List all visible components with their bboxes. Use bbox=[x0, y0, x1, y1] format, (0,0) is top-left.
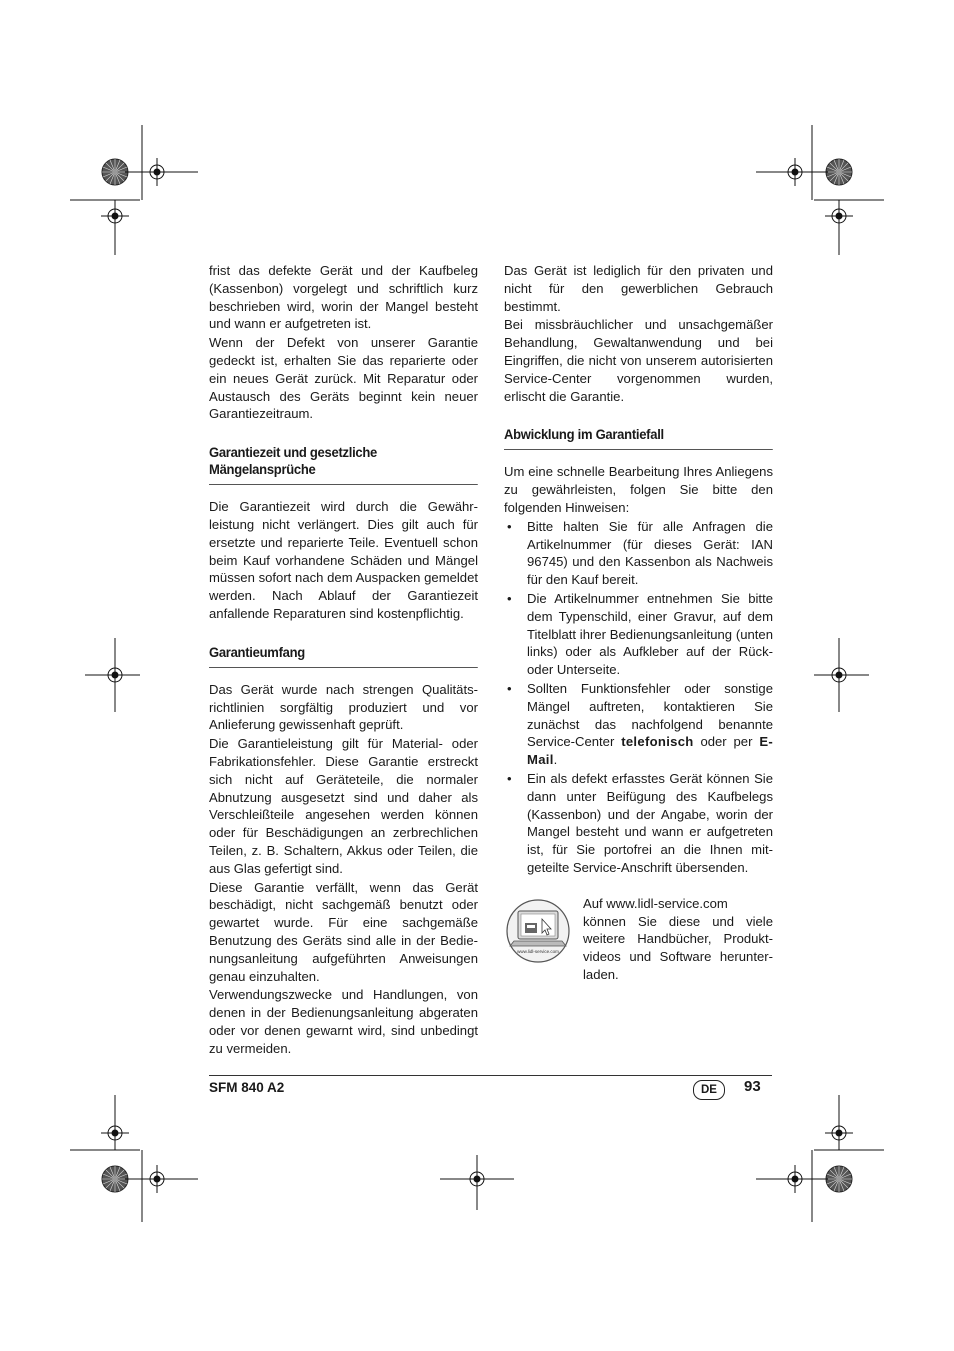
heading-line: Garantiezeit und gesetzliche bbox=[209, 444, 378, 461]
paragraph: Bei missbräuchlicher und unsachgemäßer Behandlung, Gewaltanwendung und bei Eingriffen, die nicht von unserem autorisierten Service-Center vorgenommen wurden, erlischt die Garantie. bbox=[504, 317, 773, 404]
lidl-service-website-icon bbox=[506, 899, 570, 963]
paragraph: Das Gerät wurde nach strengen Qualitätsrichtlinien sorgfältig produziert und vor Anlieferung gewissenhaft geprüft. bbox=[209, 681, 478, 733]
footer-divider bbox=[209, 1075, 772, 1076]
page-number: 93 bbox=[744, 1078, 761, 1095]
language-badge: DE bbox=[693, 1080, 725, 1100]
paragraph: Verwendungszwecke und Handlungen, von denen in der Bedienungsanleitung abgeraten oder vor denen gewarnt wird, sind unbedingt zu vermeiden. bbox=[209, 987, 478, 1056]
list-item-text: . bbox=[553, 752, 558, 768]
paragraph: Die Garantieleistung gilt für Material- oder Fabrikationsfehler. Diese Garantie erstreckt sich nicht auf Geräteteile, die normaler Abnutzung ausgesetzt sind und daher als Verschleißteile angesehen werden können oder für Beschädigungen an zerbrechlichen Teilen, z. B. Schaltern, Akkus oder Teilen, die aus Glas gefertigt sind. bbox=[209, 736, 478, 876]
info-line-url: Auf www.lidl-service.com bbox=[583, 895, 728, 911]
right-column bbox=[504, 262, 773, 985]
emphasis-email: E-Mail bbox=[527, 734, 774, 768]
section-heading-abwicklung: Abwicklung im Garantiefall bbox=[504, 426, 773, 450]
info-box bbox=[504, 895, 773, 985]
list-item: • Bitte halten Sie für alle Anfragen die Artikelnummer (für dieses Gerät: IAN 96745) und den Kassenbon als Nachweis für den Kauf bereit. bbox=[504, 518, 773, 589]
info-line-body: können Sie diese und viele weitere Handbücher, Produktvideos und Software herunterladen. bbox=[583, 913, 773, 982]
list-item bbox=[504, 680, 773, 769]
footer-model-number: SFM 840 A2 bbox=[209, 1080, 285, 1095]
paragraph: Um eine schnelle Bearbeitung Ihres Anliegens zu gewährleisten, folgen Sie bitte den folgenden Hinweisen: bbox=[504, 464, 773, 515]
paragraph: Die Garantiezeit wird durch die Gewährleistung nicht verlängert. Dies gilt auch für ersetzte und reparierte Teile. Eventuell schon beim Kauf vorhandene Schäden und Mängel müssen sofort nach dem Auspacken gemeldet werden. Nach Ablauf der Garantiezeit anfallende Reparaturen sind kostenpflichtig. bbox=[209, 499, 478, 621]
emphasis-telefonisch: telefonisch bbox=[621, 734, 694, 750]
paragraph: Wenn der Defekt von unserer Garantie gedeckt ist, erhalten Sie das reparierte oder ein neues Gerät zurück. Mit Reparatur oder Austausch des Geräts beginnt kein neuer Garantiezeitraum. bbox=[209, 335, 478, 422]
icon-caption: www.lidl-service.com bbox=[517, 948, 559, 954]
section-heading-garantiezeit bbox=[209, 444, 478, 485]
paragraph: frist das defekte Gerät und der Kaufbeleg (Kassenbon) vorgelegt und schriftlich kurz beschrieben wird, worin der Mangel besteht und wann er aufgetreten ist. bbox=[209, 263, 478, 332]
heading-line: Mängelansprüche bbox=[209, 461, 316, 478]
left-column bbox=[209, 262, 478, 1058]
info-text bbox=[583, 895, 773, 984]
paragraph: Diese Garantie verfällt, wenn das Gerät beschädigt, nicht sachgemäß benutzt oder gewartet wurde. Für eine sachgemäße Benutzung des Geräts sind alle in der Bedienungsanleitung aufgeführten Anweisungen genau einzuhalten. bbox=[209, 879, 478, 984]
list-item: • Die Artikelnummer entnehmen Sie bitte dem Typenschild, einer Gravur, auf dem Titelblatt ihrer Bedienungsanleitung (unten links) oder als Aufkleber auf der Rück- oder Unterseite. bbox=[504, 590, 773, 679]
section-heading-garantieumfang: Garantieumfang bbox=[209, 644, 478, 668]
list-item-text: Sollten Funktionsfehler oder sonstige Mängel auftreten, kontaktieren Sie zunächst das nachfolgend benannte Service-Center bbox=[527, 680, 773, 750]
list-item: • Ein als defekt erfasstes Gerät können Sie dann unter Beifügung des Kaufbelegs (Kassenbon) und der Angabe, worin der Mangel besteht und wann er aufgetreten ist, für Sie portofrei an die Ihnen mitgeteilte Service-Anschrift übersenden. bbox=[504, 770, 773, 877]
paragraph: Das Gerät ist lediglich für den privaten und nicht für den gewerblichen Gebrauch bestimmt. bbox=[504, 263, 773, 314]
list-item-text: oder per bbox=[693, 734, 760, 750]
bullet-list bbox=[504, 518, 773, 877]
